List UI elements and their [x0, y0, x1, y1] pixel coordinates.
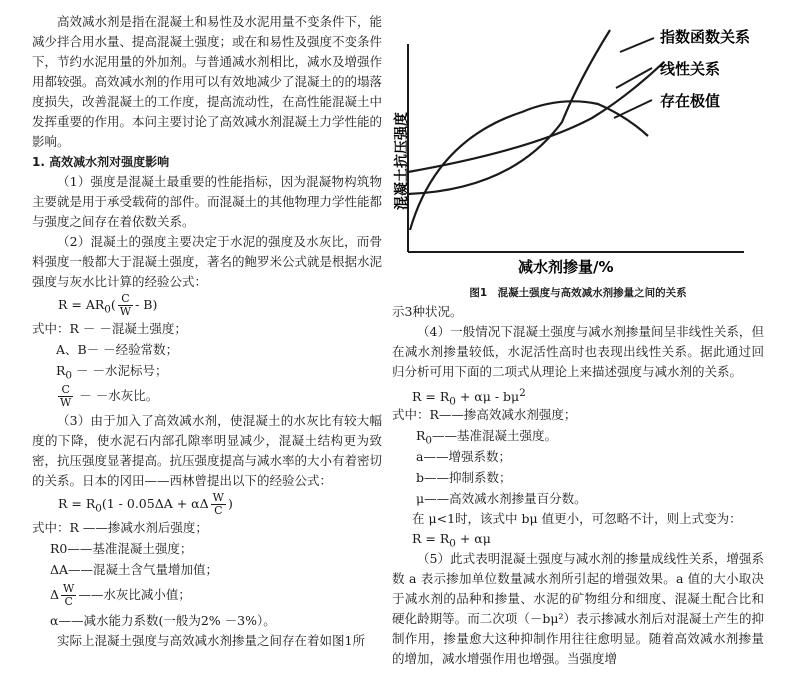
definitions-2: 式中：R ——掺减水剂后强度； R0——基准混凝土强度； ΔA——混凝土含气量增加值； Δ $\frac{W}{C}$ ——水灰比减小值； α——减水能力系数(一般为2% －3%）。: [32, 520, 276, 628]
curve-linear: [408, 62, 664, 172]
leader-extremum: [614, 100, 652, 118]
paragraph-5: （5）此式表明混凝土强度与减水剂的掺量成线性关系，增强系数 a 表示掺加单位数量减水剂所引起的增强效果。a 值的大小取决于减水剂的品种和掺量、水泥的矿物组分和细度、混凝土配合比和硬化龄期等。而二次项（－bμ²）表示掺减水剂后对混凝土产生的抑制作用，掺量愈大这种抑制作用往往愈明显。随着高效减水剂掺量的增加，减水增强作用也增强。当强度增: [392, 551, 764, 666]
paragraph-3: （3）由于加入了高效减水剂，使混凝土的水灰比有较大幅度的下降，使水泥石内部孔隙率明显减少，混凝土结构更为致密，抗压强度显著提高。抗压强度提高与减水率的大小有着密切的关系。日本的冈田——西林曾提出以下的经验公式：: [32, 413, 383, 488]
figure-1-chart: [392, 0, 764, 282]
section-heading: 1. 高效减水剂对强度影响: [32, 155, 170, 169]
formula-okada: $R = R_0(1 - 0.05\Delta A + \alpha\Delta$ $\frac{W}{C}$ ): [58, 491, 233, 517]
formula-bolomey: $R = AR_0$( $\frac{C}{W}$ - B): [58, 292, 158, 318]
legend-linear: 线性关系: [660, 60, 721, 78]
paragraph-2: （2）混凝土的强度主要决定于水泥的强度及水灰比，而骨料强度一般都大于混凝土强度，著名的鲍罗米公式就是根据水泥强度与灰水比计算的经验公式：: [32, 234, 383, 289]
legend-exponential: 指数函数关系: [660, 28, 751, 46]
intro-paragraph: 高效减水剂是指在混凝土和易性及水泥用量不变条件下，能减少拌合用水量、提高混凝土强度；或在和易性及强度不变条件下，节约水泥用量的外加剂。与普通减水剂相比，减水及增强作用都较强。高效减水剂的作用可以有效地减少了混凝土的的塌落度损失，改善混凝土的工作度，提高流动性，在高性能混凝土中发挥重要的作用。本问主要讨论了高效减水剂混凝土力学性能的影响。: [32, 14, 383, 149]
closing-line: 实际上混凝土强度与高效减水剂掺量之间存在着如图1所: [57, 633, 365, 648]
x-axis-label: 减水剂掺量/%: [518, 258, 614, 276]
continuation-line: 示3种状况。: [392, 304, 463, 319]
paragraph-4: （4）一般情况下混凝土强度与减水剂掺量间呈非线性关系，但在减水剂掺量较低，水泥活性高时也表现出线性关系。据此通过回归分析可用下面的二项式从理论上来描述强度与减水剂的关系。: [392, 324, 764, 379]
leader-exponential: [620, 38, 654, 52]
y-axis-label: 混凝土抗压强度: [394, 112, 410, 210]
figure-caption: 图1 混凝土强度与高效减水剂掺量之间的关系: [469, 287, 687, 299]
definitions-1: 式中：R － －混凝土强度； A、B－ －经验常数； $R_0$ － －水泥标号； $\frac{C}{W}$ － －水灰比。: [32, 321, 187, 409]
simplification-note: 在 μ<1时，该式中 bμ 值更小，可忽略不计，则上式变为：: [412, 511, 742, 526]
definitions-3: 式中：R——掺高效减水剂强度； $R_0——$基准混凝土强度。 a——增强系数； b——抑制系数； μ——高效减水剂掺量百分数。: [392, 407, 587, 506]
formula-binomial: $R = R_0 + \alpha\mu - b\mu^2$: [412, 387, 526, 408]
legend-extremum: 存在极值: [660, 92, 721, 110]
left-column: [32, 12, 382, 651]
formula-linear: $R = R_0 + \alpha\mu$: [412, 531, 491, 550]
paragraph-1: （1）强度是混凝土最重要的性能指标，因为混凝物构筑物主要就是用于承受载荷的部件。而混凝土的其他物理力学性能都与强度之间存在着依数关系。: [32, 174, 383, 229]
right-text: [392, 302, 764, 669]
